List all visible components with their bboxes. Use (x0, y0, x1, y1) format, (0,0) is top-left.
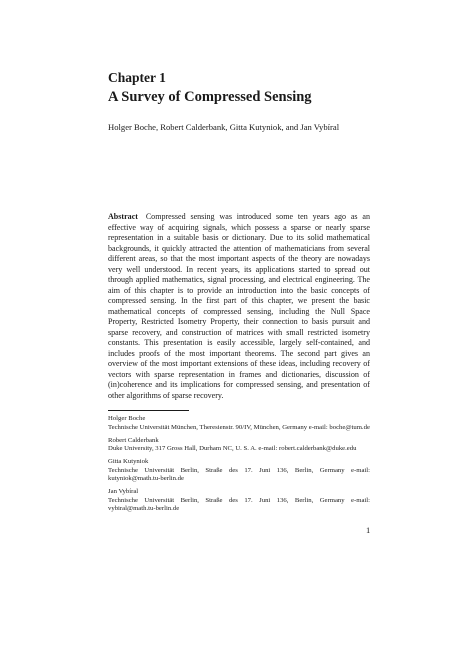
affiliation-name: Robert Calderbank (108, 436, 159, 444)
affiliation-name: Gitta Kutyniok (108, 458, 149, 465)
affiliation-kutyniok (108, 458, 370, 484)
author-list: Holger Boche, Robert Calderbank, Gitta Kutyniok, and Jan Vybíral (108, 122, 340, 132)
affiliations (108, 415, 370, 518)
affiliation-name: Jan Vybíral (108, 488, 139, 495)
affiliation-name: Holger Boche (108, 415, 146, 422)
chapter-title: A Survey of Compressed Sensing (108, 89, 312, 105)
affiliation-calderbank (108, 437, 370, 454)
abstract (108, 212, 370, 401)
affiliation-address: Duke University, 317 Gross Hall, Durham NC, U. S. A. e-mail: robert.calderbank@duke.edu (108, 445, 357, 452)
affiliation-address: Technische Universität Berlin, Straße des 17. Juni 136, Berlin, Germany e-mail: vybiral@math.tu-berlin.de (108, 496, 370, 512)
page-number: 1 (366, 525, 371, 535)
abstract-text: Compressed sensing was introduced some ten years ago as an effective way of acquiring signals, which possess a sparse or nearly sparse representation in a suitable basis or dictionary. Due to its solid mathematical backgrounds, it quickly attracted the attention of mathematicians from several different areas, so that the most important aspects of the theory are nowadays very well understood. In recent years, its applications started to spread out through applied mathematics, signal processing, and electrical engineering. The aim of this chapter is to provide an introduction into the basic concepts of compressed sensing. In the first part of this chapter, we present the basic mathematical concepts of compressed sensing, including the Null Space Property, Restricted Isometry Property, their connection to basis pursuit and sparse recovery, and construction of matrices with small restricted isometry constants. This presentation is easily accessible, largely self-contained, and includes proofs of the most important theorems. The second part gives an overview of the most important extensions of these ideas, including recovery of vectors with sparse representation in frames and dictionaries, discussion of (in)coherence and its implications for compressed sensing, and presentation of other algorithms of sparse recovery. (108, 212, 371, 400)
affiliation-boche (108, 415, 370, 432)
affiliation-address: Technische Universität Berlin, Straße des 17. Juni 136, Berlin, Germany e-mail: kutyniok@math.tu-berlin.de (108, 466, 370, 482)
affiliation-vybiral (108, 488, 370, 514)
abstract-heading: Abstract (108, 212, 138, 221)
affiliation-address: Technische Universität München, Theresienstr. 90/IV, München, Germany e-mail: boche@tum.de (108, 423, 370, 431)
chapter-label: Chapter 1 (108, 70, 166, 85)
footnote-rule (108, 410, 189, 411)
